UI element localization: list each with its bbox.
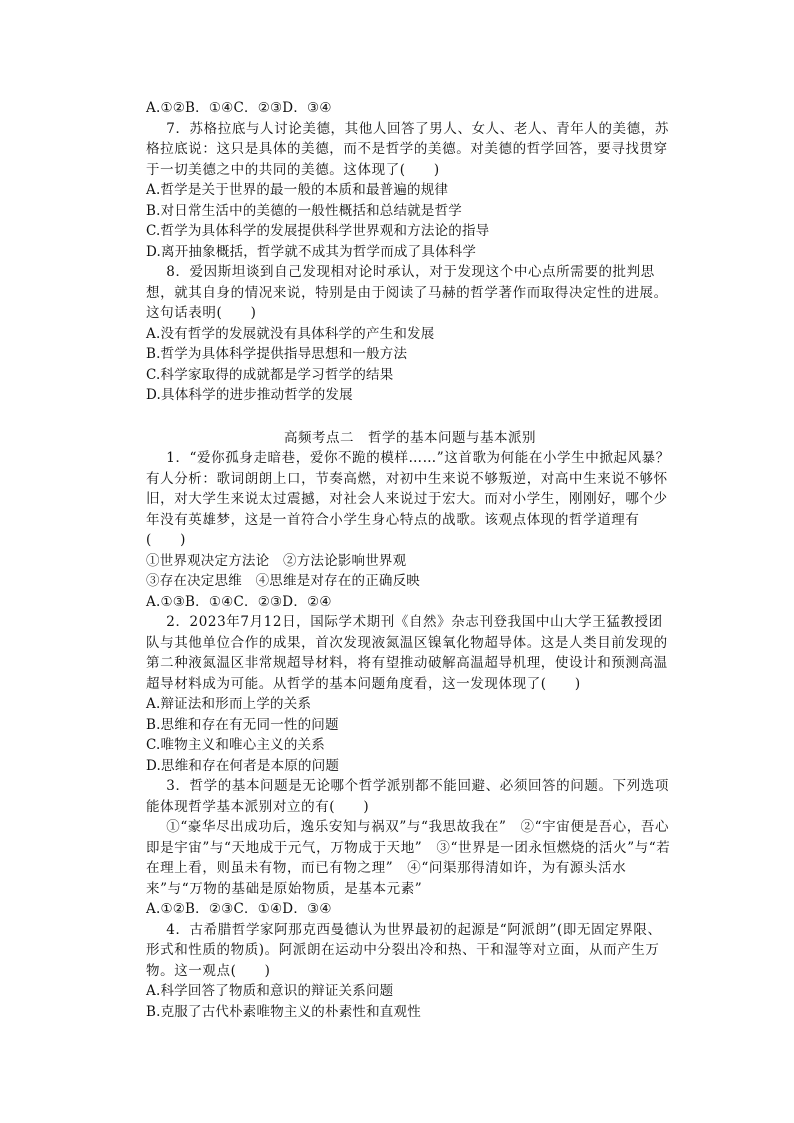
question-8-stem: 8．爱因斯坦谈到自己发现相对论时承认，对于发现这个中心点所需要的批判思想，就其自身的情况来说，特别是由于阅读了马赫的哲学著作而取得决定性的进展。这句话表明( ) bbox=[146, 264, 668, 321]
s2-question-1-items-1: ①世界观决定方法论 ②方法论影响世界观 bbox=[146, 552, 407, 569]
s2-question-1-stem: 1．“爱你孤身走暗巷，爱你不跪的模样……”这首歌为何能在小学生中掀起风暴？有人分析：歌词朗朗上口，节奏高燃，对初中生来说不够叛逆，对高中生来说不够怀旧，对大学生来说太过震撼，对社会人来说过于宏大。而对小学生，刚刚好，哪个少年没有英雄梦，这是一首符合小学生身心特点的战歌。该观点体现的哲学道理有( ) bbox=[146, 450, 670, 548]
s2-question-3-answers: A.①②B．②③C．①④D．③④ bbox=[146, 901, 332, 917]
document-page bbox=[146, 98, 674, 1022]
s2-question-1-answers: A.①③B．①④C．②③D．②④ bbox=[146, 593, 332, 610]
s2-question-2-option-d: D.思维和存在何者是本原的问题 bbox=[146, 757, 340, 774]
s2-question-2-option-c: C.唯物主义和唯心主义的关系 bbox=[146, 737, 325, 753]
s2-question-4-option-a: A.科学回答了物质和意识的辩证关系问题 bbox=[146, 983, 394, 999]
s2-question-1-items-2: ③存在决定思维 ④思维是对存在的正确反映 bbox=[146, 573, 420, 589]
s2-question-4-stem: 4．古希腊哲学家阿那克西曼德认为世界最初的起源是“阿派朗”(即无固定界限、形式和性质的物质)。阿派朗在运动中分裂出冷和热、干和湿等对立面，从而产生万物。这一观点( ) bbox=[146, 921, 662, 979]
question-7-option-b: B.对日常生活中的美德的一般性概括和总结就是哲学 bbox=[146, 202, 463, 219]
s2-question-3-stem: 3．哲学的基本问题是无论哪个哲学派别都不能回避、必须回答的问题。下列选项能体现哲学基本派别对立的有( ) bbox=[146, 778, 669, 815]
s2-question-2-option-a: A.辩证法和形而上学的关系 bbox=[146, 696, 312, 712]
s2-question-2-option-b: B.思维和存在有无同一性的问题 bbox=[146, 716, 339, 733]
s2-question-4-option-b: B.克服了古代朴素唯物主义的朴素性和直观性 bbox=[146, 1003, 421, 1020]
question-8-option-b: B.哲学为具体科学提供指导思想和一般方法 bbox=[146, 346, 408, 362]
top-answer-options: A.①②B．①④C．②③D．③④ bbox=[146, 100, 332, 116]
question-7-option-c: C.哲学为具体科学的发展提供科学世界观和方法论的指导 bbox=[146, 223, 490, 239]
question-7-option-a: A.哲学是关于世界的最一般的本质和最普遍的规律 bbox=[146, 182, 449, 198]
question-8-option-d: D.具体科学的进步推动哲学的发展 bbox=[146, 387, 353, 403]
question-7-stem: 7．苏格拉底与人讨论美德，其他人回答了男人、女人、老人、青年人的美德，苏格拉底说：这只是具体的美德，而不是哲学的美德。对美德的哲学回答，要寻找贯穿于一切美德之中的共同的美德。这体现了( ) bbox=[146, 120, 669, 178]
question-8-option-c: C.科学家取得的成就都是学习哲学的结果 bbox=[146, 366, 394, 383]
s2-question-2-stem: 2．2023年7月12日，国际学术期刊《自然》杂志刊登我国中山大学王猛教授团队与其他单位合作的成果，首次发现液氮温区镍氧化物超导体。这是人类目前发现的第二种液氮温区非常规超导材料，将有望推动破解高温超导机理，使设计和预测高温超导材料成为可能。从哲学的基本问题角度看，这一发现体现了( ) bbox=[146, 614, 668, 692]
section-2-title: 高频考点二 哲学的基本问题与基本派别 bbox=[284, 429, 536, 446]
question-7-option-d: D.离开抽象概括，哲学就不成其为哲学而成了具体科学 bbox=[146, 243, 477, 260]
s2-question-3-items: ①“豪华尽出成功后，逸乐安知与祸双”与“我思故我在” ②“宇宙便是吾心，吾心即是宇宙”与“天地成于元气，万物成于天地” ③“世界是一团永恒燃烧的活火”与“若在理上看，则虽未有物，而已有物之理” ④“问渠那得清如许，为有源头活水来”与“万物的基础是原始物质，是基本元素” bbox=[146, 819, 671, 897]
question-8-option-a: A.没有哲学的发展就没有具体科学的产生和发展 bbox=[146, 325, 435, 342]
